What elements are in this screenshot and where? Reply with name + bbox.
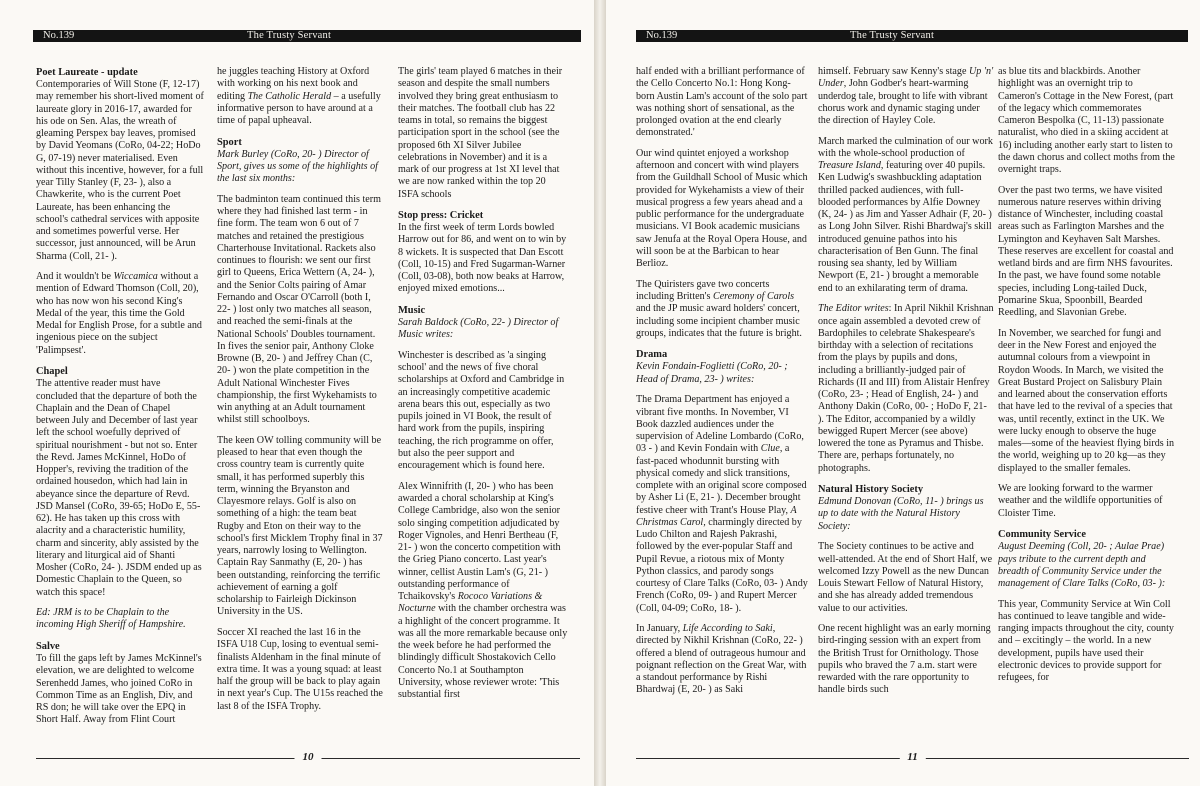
page-header (636, 30, 1188, 42)
heading-sport: Sport (217, 136, 242, 148)
paragraph: The Editor writes: In April Nikhil Krishnan once again assembled a devoted crew of Bardophiles to celebrate Shakespeare's birthday with a selection of recitations from the plays by pupils and dons, including a brilliantly-judged pair of Richards (II and III) from Alistair Henfrey (CoRo, 23- ; Head of English, 24- ) and Anthony Dakin (CoRo, 00- ; HoDo F, 21- ). The Editor, accompanied by a wildly bewigged Rupert Mercer (see above) lowered the tone as Pyramus and Thisbe. There are, perhaps fortunately, no photographs. (818, 303, 994, 474)
paragraph: Over the past two terms, we have visited numerous nature reserves within driving distance of Winchester, including coastal areas such as Farlington Marshes and the Lymington and Keyhaven Salt Marshes. These reserves are excellent for coastal and wetland birds and are firm NHS favourites. In the past, we have found some notable species, including Long-tailed Duck, Pomarine Skua, Spoonbill, Bearded Reedling, and Slavonian Grebe. (998, 184, 1174, 319)
heading-poet-laureate: Poet Laureate - update (36, 67, 138, 78)
paragraph: The Quiristers gave two concerts including Britten's Ceremony of Carols and the JP music award holders' concert, including some incipient chamber music groups, indicates that the future is bright. (636, 278, 802, 339)
heading-drama: Drama (636, 349, 668, 361)
editor-note: Ed: JRM is to be Chaplain to the incoming High Sheriff of Hampshire. (36, 607, 186, 631)
paragraph: Winchester is described as 'a singing school' and the news of five choral scholarships at Oxford and Cambridge in an increasingly competitive academic arena bears this out, especially as two pupils joined in VI Book, the result of hard work from the pupils, inspiring teaching, the rich programme on offer, but also the peer support and encouragement which is found here. (398, 349, 565, 472)
paragraph: This year, Community Service at Win Coll has continued to leave tangible and wide-ranging impacts throughout the city, county and – excitingly – the world. In a new development, pupils have used their electronic devices to provide support for refugees, for (998, 598, 1174, 684)
paragraph: himself. February saw Kenny's stage Up 'n' Under, John Godber's heart-warming underdog tale, brought to life with vibrant chorus work and dynamic staging under the direction of Hayley Cole. (818, 66, 994, 126)
page-footer (636, 753, 1189, 763)
heading-chapel: Chapel (36, 366, 68, 378)
paragraph: In the first week of term Lords bowled Harrow out for 86, and went on to win by 8 wickets. It is suspected that Dan Escott (Coll, 10-15) and Fred Sugarman-Warner (Coll, 03-08), both now beaks at Harrow, enjoyed mixed emotions... (398, 222, 567, 295)
paragraph: Soccer XI reached the last 16 in the ISFA U18 Cup, losing to eventual semi-finalists Aldenham in the final minute of extra time. It was a young squad: at least half the group will be back to play again in next year's Cup. The U15s reached the last 8 of the ISFA Trophy. (217, 627, 383, 712)
paragraph: as blue tits and blackbirds. Another highlight was an overnight trip to Cameron's Cottage in the New Forest, (part of the legacy which commemorates Cameron Bespolka (C, 11-13) passionate naturalist, who died in a skiing accident at 16) including another early start to listen to the dawn chorus and collect moths from the overnight traps. (998, 66, 1175, 175)
byline: August Deeming (Coll, 20- ; Aulae Prae) pays tribute to the current depth and breadth of Community Service under the management of Clare Talks (CoRo, 03- ): (998, 541, 1166, 590)
byline: Mark Burley (CoRo, 20- ) Director of Sport, gives us some of the highlights of the last six months: (217, 148, 378, 185)
heading-stop-press: Stop press: Cricket (398, 210, 484, 222)
magazine-title: The Trusty Servant (247, 30, 332, 41)
column-2 (217, 66, 383, 760)
issue-number: No.139 (646, 30, 678, 41)
paragraph: Contemporaries of Will Stone (F, 12-17) may remember his short-lived moment of laureate glory in 2016-17, awarded for his ode on Sen. Alas, the wreath of gleaming Perspex bay leaves, promised by David Yeomans (CoRo, 04-22; HoDo G, 07-19) never materialised. Even without this incentive, however, for a full year Tilly Stanley (F, 23- ), also a Chawkerite, who is the current Poet Laureate, has been enhancing the school's cathedral services with apposite and sometimes powerful verse. Her successor, just announced, will be Arun Sharma (Coll, 21- ). (36, 79, 204, 262)
paragraph: In November, we searched for fungi and deer in the New Forest and enjoyed the autumnal colours from a viewpoint in Roydon Woods. In March, we visited the Great Bustard Project on Salisbury Plain and learned about the conservation efforts that have led to the revival of a species that was, until recently, extinct in the UK. We were lucky enough to observe the huge males—some of the heaviest flying birds in the world, weighing up to 20 kg—as they displayed to the smaller females. (998, 327, 1175, 474)
page-number: 11 (899, 750, 925, 764)
page-footer (36, 753, 580, 763)
spine-gutter (594, 0, 606, 786)
paragraph: The attentive reader must have concluded that the departure of both the Chaplain and the Dean of Chapel between July and December of last year left the school woefully deprived of spiritual nourishment - but not so. Enter the Revd. James McKinnel, HoDo of Hopper's, reviving the tradition of the ordained housedon, which had lain in abeyance since the departure of Revd. JSD Mansel (CoRo, 39-65; HoDo E, 55-62). He has taken up this cross with alacrity and a characteristic humility, charm and sincerity, ably assisted by the literary and liturgical aid of Shanti Mosher (CoRo, 24- ). JSDM ended up as Domestic Chaplain to the Queen, so watch this space! (36, 378, 202, 598)
right-page (606, 0, 1200, 786)
paragraph: We are looking forward to the warmer weather and the wildlife opportunities of Cloister Time. (998, 483, 1163, 519)
page-number: 10 (295, 750, 322, 764)
paragraph: he juggles teaching History at Oxford with working on his next book and editing The Catholic Herald – a usefully informative person to have around at a time of papal upheaval. (217, 66, 381, 126)
left-page (0, 0, 594, 786)
paragraph: The badminton team continued this term where they had finished last term - in fine form. The team won 6 out of 7 matches and retained the prestigious Charterhouse Invitational. Rackets also continues to flourish: we sent our first girl to Queens, Erica Wettern (A, 24- ), and the Senior Colts pairing of Amar Fernando and Oscar O'Carroll (both I, 22- ) lost only two matches all season, and reached the semi-finals at the National Schools' Doubles tournament. In fives the senior pair, Anthony Cloke Browne (B, 20- ) and Jeffrey Chan (C, 20- ) won the plate competition in the Adult National Winchester Fives championship, the first Wykehamists to win anything at an Adult tournament whilst still schoolboys. (217, 193, 381, 426)
page-header (33, 30, 581, 42)
paragraph: One recent highlight was an early morning bird-ringing session with an expert from the British Trust for Ornithology. Those pupils who braved the 7 a.m. start were rewarded with the rare opportunity to handle birds such (818, 623, 991, 696)
paragraph: To fill the gaps left by James McKinnel's elevation, we are delighted to welcome Serenhedd James, who joined CoRo in Common Time as an English, Div, and RS don; he will take over the EPQ in Short Half. Away from Flint Court (36, 653, 202, 726)
paragraph: The Society continues to be active and well-attended. At the end of Short Half, we welcomed Izzy Powell as the new Duncan Louis Stewart Fellow of Natural History, and she has already added tremendous value to our activities. (818, 541, 993, 614)
column-3 (398, 66, 568, 760)
heading-community-service: Community Service (998, 529, 1087, 541)
paragraph: The Drama Department has enjoyed a vibrant five months. In November, VI Book dazzled audiences under the supervision of Adeline Lombardo (CoRo, 03 - ) and Kevin Fondain with Clue, a fast-paced whodunnit bursting with physical comedy and slick transitions, complete with an original score composed by Asher Li (E, 21- ). December brought festive cheer with Trant's House Play, A Christmas Carol, charmingly directed by Ludo Chilton and Rajesh Pakrashi, followed by the ever-popular Staff and Pupil Revue, a riotous mix of Monty Python classics, and parody songs courtesy of Clare Talks (CoRo, 03- ) Andy French (CoRo, 09- ) and Rupert Mercer (Coll, 04-09; CoRo, 18- ). (636, 394, 808, 614)
column-1 (36, 66, 204, 760)
byline: Edmund Donovan (CoRo, 11- ) brings us up to date with the Natural History Society: (818, 496, 984, 532)
column-2 (818, 66, 994, 760)
issue-number: No.139 (43, 30, 75, 41)
column-1 (636, 66, 808, 760)
byline: Sarah Baldock (CoRo, 22- ) Director of Music writes: (398, 317, 559, 341)
paragraph: And it wouldn't be Wiccamica without a mention of Edward Thomson (Coll, 20), who has now won his second King's Medal of the year, this time the Gold Medal for English Prose, for a subtle and ingenious piece on the subject 'Palimpsest'. (36, 271, 202, 356)
paragraph: In January, Life According to Saki, directed by Nikhil Krishnan (CoRo, 22- ) offered a blend of outrageous humour and poignant reflection on the Great War, with a standout performance by Rishi Bhardwaj (E, 20- ) as Saki (636, 623, 807, 696)
column-3 (998, 66, 1178, 760)
paragraph: Alex Winnifrith (I, 20- ) who has been awarded a choral scholarship at King's College Cambridge, also won the senior solo singing competition adjudicated by Roger Vignoles, and Henri Bertheau (F, 21- ) won the concerto competition with the Grieg Piano concerto. Last year's winner, cellist Austin Lam's (G, 21- ) outstanding performance of Tchaikovsky's Rococo Variations & Nocturne with the chamber orchestra was a highlight of the concert programme. It was all the more remarkable because only the week before he had performed the blindingly difficult Shostakovich Cello Concerto No.1 at Southampton University, whose reviewer wrote: 'This substantial first (398, 480, 568, 701)
paragraph: March marked the culmination of our work with the whole-school production of Treasure Island, featuring over 40 pupils. Ken Ludwig's swashbuckling adaptation thrilled packed audiences, with full-blooded performances by Alfie Downey (K, 24- ) as Jim and Yasser Adhair (F, 20- ) as Long John Silver. Rishi Bhardwaj's skill introduced genuine pathos into his characterisation of Ben Gunn. The final rousing sea shanty, led by William Newport (E, 21- ) brought a memorable end to an exhilarating term of drama. (818, 135, 993, 294)
paragraph: The keen OW tolling community will be pleased to hear that even though the cross country team is currently quite small, it has performed superbly this term, winning the Bryanston and Clayesmore relays. Golf is also on something of a high: the team beat Rugby and Eton on their way to the school's first Micklem Trophy final in 37 years, narrowly losing to Wellington. Captain Ray Sanmathy (E, 20- ) has been outstanding, reinforcing the terrific achievement of earning a golf scholarship to Fairleigh Dickinson University in the US. (217, 434, 383, 618)
byline: Kevin Fondain-Foglietti (CoRo, 20- ; Head of Drama, 23- ) writes: (636, 361, 788, 385)
magazine-title: The Trusty Servant (850, 30, 935, 41)
heading-music: Music (398, 305, 426, 317)
paragraph: The girls' team played 6 matches in their season and despite the small numbers involved they bring great enthusiasm to their matches. The football club has 22 teams in total, so remains the biggest participation sport in the school (see the proposed 6th XI Silver Jubilee celebrations in November) and it is a mark of our progress at 1st XI level that we are now ranked within the top 20 ISFA schools (398, 66, 563, 200)
paragraph: half ended with a brilliant performance of the Cello Concerto No.1: Hong Kong-born Austin Lam's account of the solo part was nothing short of sensational, as the prolonged ovation at the end clearly demonstrated.' (636, 66, 808, 139)
heading-natural-history: Natural History Society (818, 484, 924, 496)
paragraph: Our wind quintet enjoyed a workshop afternoon and concert with wind players from the Guildhall School of Music which provided for Wykehamists a view of their musical progress a few years ahead and a public performance for the undergraduate musicians. VI Book academic musicians saw Jenufa at the Royal Opera House, and will soon be at the Barbican to hear Berlioz. (636, 147, 808, 270)
heading-salve: Salve (36, 641, 60, 653)
